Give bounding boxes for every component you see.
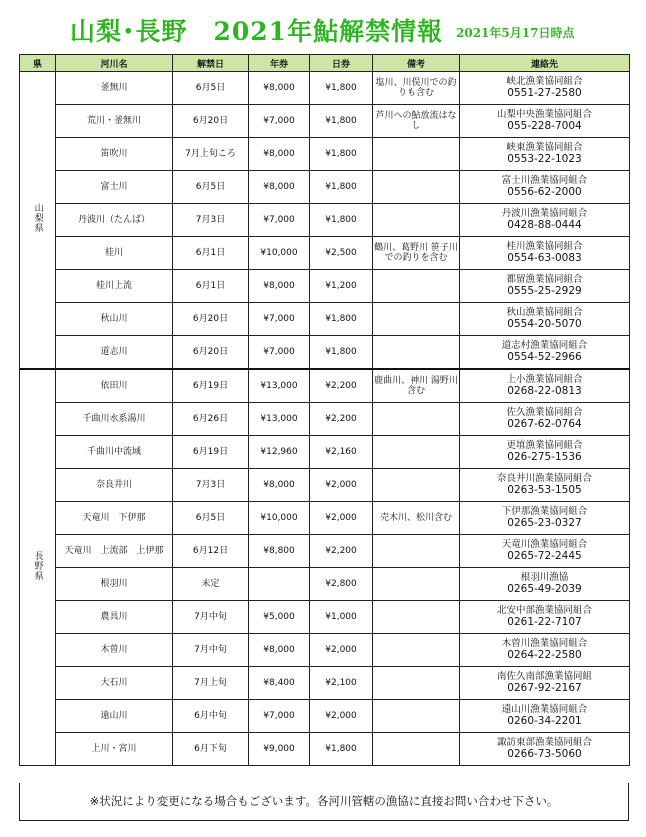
phone-number: 0554-63-0083 <box>507 252 582 265</box>
notes-cell <box>373 204 460 237</box>
open-date-cell: 7月3日 <box>173 204 249 237</box>
day-ticket-cell: ¥2,000 <box>310 700 373 733</box>
open-date-cell: 7月上旬 <box>173 667 249 700</box>
day-ticket-cell: ¥2,200 <box>310 403 373 436</box>
notes-cell: 芦川への鮎放流はなし <box>373 105 460 138</box>
cooperative-name: 更埴漁業協同組合 <box>506 439 583 451</box>
cooperative-name: 北安中部漁業協同組合 <box>496 604 592 616</box>
notes-cell <box>373 568 460 601</box>
cooperative-name: 桂川漁業協同組合 <box>506 240 583 252</box>
open-date-cell: 6月中旬 <box>173 700 249 733</box>
cooperative-name: 根羽川漁協 <box>520 571 569 583</box>
notes-cell: 売木川、松川含む <box>373 502 460 535</box>
phone-number: 0555-25-2929 <box>507 285 582 298</box>
contact-cell <box>460 667 630 700</box>
river-name-cell: 笛吹川 <box>56 138 173 171</box>
phone-number: 0260-34-2201 <box>507 715 582 728</box>
river-name-cell: 桂川 <box>56 237 173 270</box>
river-name-cell: 天竜川 上流部 上伊那 <box>56 535 173 568</box>
phone-number: 0265-23-0327 <box>507 517 582 530</box>
phone-number: 0265-72-2445 <box>507 550 582 563</box>
phone-number: 0554-52-2966 <box>507 351 582 364</box>
contact-cell <box>460 303 630 336</box>
cooperative-name: 峡東漁業協同組合 <box>506 141 583 153</box>
annual-ticket-cell: ¥8,000 <box>249 138 310 171</box>
table-row <box>20 700 630 733</box>
table-row <box>20 535 630 568</box>
notes-cell <box>373 601 460 634</box>
day-ticket-cell: ¥1,000 <box>310 601 373 634</box>
contact-cell <box>460 204 630 237</box>
prefecture-cell <box>20 369 56 766</box>
phone-number: 0261-22-7107 <box>507 616 582 629</box>
contact-cell <box>460 237 630 270</box>
river-name-cell: 農具川 <box>56 601 173 634</box>
table-row <box>20 237 630 270</box>
table-row <box>20 138 630 171</box>
cooperative-name: 諏訪東部漁業協同組合 <box>496 736 592 748</box>
table-row <box>20 270 630 303</box>
day-ticket-cell: ¥2,000 <box>310 502 373 535</box>
table-row <box>20 105 630 138</box>
contact-cell <box>460 469 630 502</box>
annual-ticket-cell: ¥9,000 <box>249 733 310 766</box>
open-date-cell: 6月1日 <box>173 270 249 303</box>
cooperative-name: 遠山川漁業協同組合 <box>501 703 588 715</box>
col-header-notes: 備考 <box>373 55 460 72</box>
annual-ticket-cell <box>249 568 310 601</box>
contact-cell <box>460 601 630 634</box>
cooperative-name: 下伊那漁業協同組合 <box>501 505 588 517</box>
notes-cell <box>373 403 460 436</box>
notes-cell <box>373 270 460 303</box>
open-date-cell: 6月5日 <box>173 171 249 204</box>
river-name-cell: 千曲川中流域 <box>56 436 173 469</box>
contact-cell <box>460 138 630 171</box>
col-header-contact: 連絡先 <box>460 55 630 72</box>
contact-cell <box>460 72 630 105</box>
col-header-river: 河川名 <box>56 55 173 72</box>
notes-cell: 鶴川、葛野川 笹子川での釣りを含む <box>373 237 460 270</box>
day-ticket-cell: ¥1,200 <box>310 270 373 303</box>
phone-number: 0263-53-1505 <box>507 484 582 497</box>
table-row <box>20 634 630 667</box>
phone-number: 0428-88-0444 <box>507 219 582 232</box>
contact-cell <box>460 535 630 568</box>
day-ticket-cell: ¥1,800 <box>310 303 373 336</box>
day-ticket-cell: ¥2,160 <box>310 436 373 469</box>
phone-number: 0551-27-2580 <box>507 87 582 100</box>
table-row <box>20 303 630 336</box>
open-date-cell: 7月中旬 <box>173 634 249 667</box>
as-of-date: 2021年5月17日時点 <box>456 26 575 40</box>
phone-number: 0556-62-2000 <box>507 186 582 199</box>
day-ticket-cell: ¥2,000 <box>310 469 373 502</box>
open-date-cell: 6月20日 <box>173 303 249 336</box>
river-name-cell: 木曽川 <box>56 634 173 667</box>
notes-cell <box>373 436 460 469</box>
table-row <box>20 733 630 766</box>
annual-ticket-cell: ¥7,000 <box>249 336 310 370</box>
day-ticket-cell: ¥1,800 <box>310 171 373 204</box>
table-row <box>20 72 630 105</box>
contact-cell <box>460 171 630 204</box>
cooperative-name: 佐久漁業協同組合 <box>506 406 583 418</box>
table-row <box>20 601 630 634</box>
notes-cell <box>373 733 460 766</box>
annual-ticket-cell: ¥7,000 <box>249 105 310 138</box>
phone-number: 055-228-7004 <box>507 120 582 133</box>
cooperative-name: 丹波川漁業協同組合 <box>501 207 588 219</box>
day-ticket-cell: ¥1,800 <box>310 204 373 237</box>
day-ticket-cell: ¥1,800 <box>310 336 373 370</box>
notes-cell <box>373 667 460 700</box>
open-date-cell: 未定 <box>173 568 249 601</box>
open-date-cell: 6月26日 <box>173 403 249 436</box>
table-header-row <box>20 55 630 72</box>
contact-cell <box>460 403 630 436</box>
contact-cell <box>460 733 630 766</box>
river-name-cell: 依田川 <box>56 369 173 403</box>
river-name-cell: 天竜川 下伊那 <box>56 502 173 535</box>
annual-ticket-cell: ¥7,000 <box>249 303 310 336</box>
day-ticket-cell: ¥1,800 <box>310 105 373 138</box>
annual-ticket-cell: ¥13,000 <box>249 369 310 403</box>
prefecture-name: 山梨県 <box>32 203 43 234</box>
ayu-open-table <box>19 54 630 766</box>
river-name-cell: 道志川 <box>56 336 173 370</box>
contact-cell <box>460 336 630 370</box>
open-date-cell: 6月20日 <box>173 105 249 138</box>
notes-cell <box>373 634 460 667</box>
open-date-cell: 7月中旬 <box>173 601 249 634</box>
contact-cell <box>460 700 630 733</box>
annual-ticket-cell: ¥8,000 <box>249 270 310 303</box>
river-name-cell: 桂川上流 <box>56 270 173 303</box>
day-ticket-cell: ¥1,800 <box>310 138 373 171</box>
contact-cell <box>460 502 630 535</box>
open-date-cell: 6月5日 <box>173 72 249 105</box>
contact-cell <box>460 369 630 403</box>
day-ticket-cell: ¥2,800 <box>310 568 373 601</box>
table-row <box>20 667 630 700</box>
annual-ticket-cell: ¥10,000 <box>249 502 310 535</box>
notes-cell <box>373 138 460 171</box>
phone-number: 0268-22-0813 <box>507 385 582 398</box>
annual-ticket-cell: ¥8,000 <box>249 469 310 502</box>
annual-ticket-cell: ¥12,960 <box>249 436 310 469</box>
river-name-cell: 根羽川 <box>56 568 173 601</box>
table-row <box>20 204 630 237</box>
river-name-cell: 秋山川 <box>56 303 173 336</box>
table-row <box>20 369 630 403</box>
notes-cell: 塩川、川俣川での釣りも含む <box>373 72 460 105</box>
contact-cell <box>460 436 630 469</box>
annual-ticket-cell: ¥8,000 <box>249 72 310 105</box>
cooperative-name: 富士川漁業協同組合 <box>501 174 588 186</box>
cooperative-name: 峡北漁業協同組合 <box>506 75 583 87</box>
day-ticket-cell: ¥2,000 <box>310 634 373 667</box>
river-name-cell: 遠山川 <box>56 700 173 733</box>
notes-cell <box>373 171 460 204</box>
contact-cell <box>460 568 630 601</box>
open-date-cell: 6月12日 <box>173 535 249 568</box>
day-ticket-cell: ¥2,500 <box>310 237 373 270</box>
annual-ticket-cell: ¥8,000 <box>249 171 310 204</box>
annual-ticket-cell: ¥8,800 <box>249 535 310 568</box>
phone-number: 0264-22-2580 <box>507 649 582 662</box>
river-name-cell: 丹波川（たんば） <box>56 204 173 237</box>
footer-note: ※状況により変更になる場合もございます。各河川管轄の漁協に直接お問い合わせ下さい。 <box>19 783 629 821</box>
river-name-cell: 荒川・釜無川 <box>56 105 173 138</box>
table-row <box>20 502 630 535</box>
annual-ticket-cell: ¥5,000 <box>249 601 310 634</box>
phone-number: 0553-22-1023 <box>507 153 582 166</box>
phone-number: 0265-49-2039 <box>507 583 582 596</box>
day-ticket-cell: ¥1,800 <box>310 733 373 766</box>
phone-number: 0554-20-5070 <box>507 318 582 331</box>
open-date-cell: 6月下旬 <box>173 733 249 766</box>
cooperative-name: 木曽川漁業協同組合 <box>501 637 588 649</box>
table-row <box>20 436 630 469</box>
annual-ticket-cell: ¥8,000 <box>249 634 310 667</box>
cooperative-name: 道志村漁業協同組合 <box>501 339 588 351</box>
cooperative-name: 奈良井川漁業協同組合 <box>496 472 592 484</box>
phone-number: 026-275-1536 <box>507 451 582 464</box>
open-date-cell: 6月19日 <box>173 436 249 469</box>
phone-number: 0266-73-5060 <box>507 748 582 761</box>
river-name-cell: 大石川 <box>56 667 173 700</box>
open-date-cell: 6月20日 <box>173 336 249 370</box>
phone-number: 0267-62-0764 <box>507 418 582 431</box>
day-ticket-cell: ¥2,200 <box>310 369 373 403</box>
table-row <box>20 403 630 436</box>
open-date-cell: 6月19日 <box>173 369 249 403</box>
contact-cell <box>460 270 630 303</box>
table-body <box>20 72 630 766</box>
prefecture-cell <box>20 72 56 370</box>
cooperative-name: 南佐久南部漁業協同組 <box>496 670 592 682</box>
river-name-cell: 上川・宮川 <box>56 733 173 766</box>
annual-ticket-cell: ¥8,400 <box>249 667 310 700</box>
day-ticket-cell: ¥2,200 <box>310 535 373 568</box>
col-header-annual-ticket: 年券 <box>249 55 310 72</box>
annual-ticket-cell: ¥7,000 <box>249 204 310 237</box>
notes-cell <box>373 336 460 370</box>
table-row <box>20 336 630 370</box>
col-header-open-date: 解禁日 <box>173 55 249 72</box>
contact-cell <box>460 105 630 138</box>
annual-ticket-cell: ¥10,000 <box>249 237 310 270</box>
phone-number: 0267-92-2167 <box>507 682 582 695</box>
cooperative-name: 山梨中央漁業協同組合 <box>496 108 592 120</box>
notes-cell <box>373 535 460 568</box>
cooperative-name: 上小漁業協同組合 <box>506 373 583 385</box>
open-date-cell: 6月1日 <box>173 237 249 270</box>
page-title: 山梨･長野 2021年鮎解禁情報 <box>70 17 444 46</box>
prefecture-name: 長野県 <box>32 550 43 581</box>
notes-cell: 鹿曲川、神川 湯野川含む <box>373 369 460 403</box>
table-row <box>20 469 630 502</box>
river-name-cell: 千曲川水系湯川 <box>56 403 173 436</box>
open-date-cell: 6月5日 <box>173 502 249 535</box>
notes-cell <box>373 700 460 733</box>
table-row <box>20 568 630 601</box>
cooperative-name: 都留漁業協同組合 <box>506 273 583 285</box>
col-header-pref: 県 <box>20 55 56 72</box>
annual-ticket-cell: ¥13,000 <box>249 403 310 436</box>
cooperative-name: 天竜川漁業協同組合 <box>501 538 588 550</box>
notes-cell <box>373 303 460 336</box>
notes-cell <box>373 469 460 502</box>
table-row <box>20 171 630 204</box>
day-ticket-cell: ¥1,800 <box>310 72 373 105</box>
annual-ticket-cell: ¥7,000 <box>249 700 310 733</box>
river-name-cell: 奈良井川 <box>56 469 173 502</box>
river-name-cell: 釜無川 <box>56 72 173 105</box>
open-date-cell: 7月3日 <box>173 469 249 502</box>
open-date-cell: 7月上旬ころ <box>173 138 249 171</box>
col-header-day-ticket: 日券 <box>310 55 373 72</box>
river-name-cell: 富士川 <box>56 171 173 204</box>
title-bar <box>0 0 646 56</box>
contact-cell <box>460 634 630 667</box>
day-ticket-cell: ¥2,100 <box>310 667 373 700</box>
cooperative-name: 秋山漁業協同組合 <box>506 306 583 318</box>
